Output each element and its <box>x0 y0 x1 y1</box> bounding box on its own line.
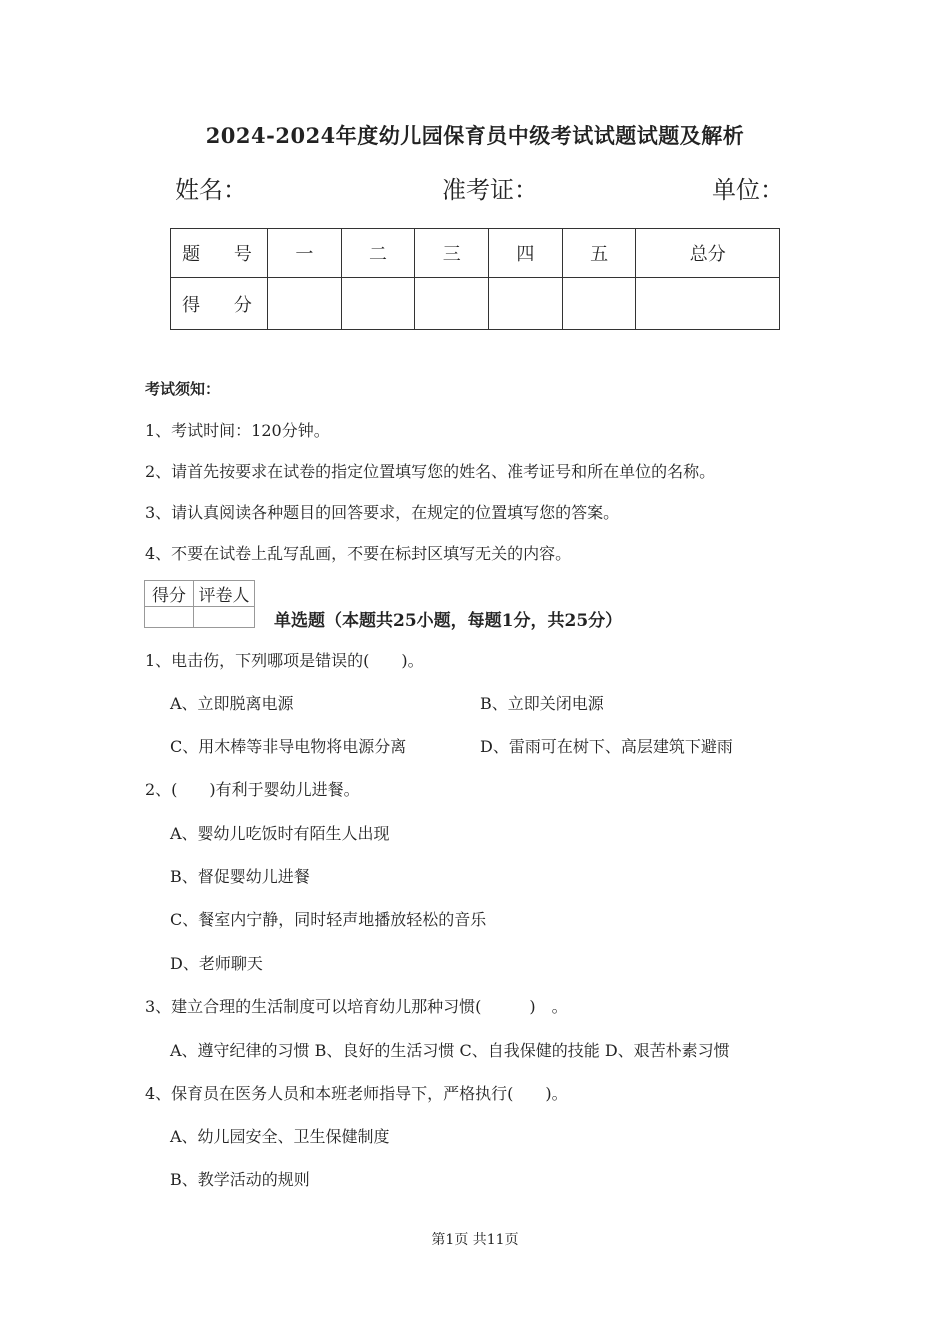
score-table-header-row <box>171 229 780 278</box>
question-option: A、婴幼儿吃饭时有陌生人出现 <box>170 824 390 843</box>
question-stem: 2、( )有利于婴幼儿进餐。 <box>145 780 360 799</box>
section-title: 单选题（本题共25小题，每题1分，共25分） <box>274 611 623 631</box>
grader-name-cell <box>194 607 255 628</box>
score-table-col-5: 五 <box>562 229 636 278</box>
question-option: A、遵守纪律的习惯 B、良好的生活习惯 C、自我保健的技能 D、艰苦朴素习惯 <box>170 1041 730 1060</box>
score-cell <box>562 278 636 330</box>
unit-label: 单位： <box>712 176 784 204</box>
score-cell <box>268 278 342 330</box>
score-table-col-4: 四 <box>489 229 563 278</box>
question-stem: 3、建立合理的生活制度可以培育幼儿那种习惯( ) 。 <box>145 997 568 1016</box>
question-option: C、用木棒等非导电物将电源分离 <box>170 737 407 756</box>
score-table-col-1: 一 <box>268 229 342 278</box>
question-option: D、老师聊天 <box>170 954 263 973</box>
score-cell <box>489 278 563 330</box>
score-table-col-3: 三 <box>415 229 489 278</box>
score-table-col-total: 总分 <box>636 229 780 278</box>
score-table-score-row <box>171 278 780 330</box>
grader-score-label: 得分 <box>145 581 194 607</box>
exam-number-label: 准考证： <box>442 176 538 204</box>
score-table-col-2: 二 <box>341 229 415 278</box>
question-option: B、教学活动的规则 <box>170 1170 310 1189</box>
notice-item: 3、请认真阅读各种题目的回答要求，在规定的位置填写您的答案。 <box>145 503 620 522</box>
score-cell <box>341 278 415 330</box>
question-option: A、立即脱离电源 <box>170 694 294 713</box>
score-table-row-label: 得 分 <box>171 278 268 330</box>
notice-item: 2、请首先按要求在试卷的指定位置填写您的姓名、准考证号和所在单位的名称。 <box>145 462 716 481</box>
score-table <box>170 228 780 330</box>
question-option: B、督促婴幼儿进餐 <box>170 867 310 886</box>
page-footer: 第1页 共11页 <box>431 1232 519 1248</box>
question-option: D、雷雨可在树下、高层建筑下避雨 <box>480 737 733 756</box>
notice-title: 考试须知： <box>145 380 221 398</box>
question-option: B、立即关闭电源 <box>480 694 604 713</box>
question-stem: 1、电击伤，下列哪项是错误的( )。 <box>145 651 424 670</box>
grader-box <box>144 580 255 628</box>
score-table-header-label: 题 号 <box>171 229 268 278</box>
question-stem: 4、保育员在医务人员和本班老师指导下，严格执行( )。 <box>145 1084 568 1103</box>
grader-name-label: 评卷人 <box>194 581 255 607</box>
notice-item: 4、不要在试卷上乱写乱画，不要在标封区填写无关的内容。 <box>145 544 572 563</box>
document-title: 2024-2024年度幼儿园保育员中级考试试题试题及解析 <box>205 123 745 148</box>
grader-score-cell <box>145 607 194 628</box>
question-option: C、餐室内宁静，同时轻声地播放轻松的音乐 <box>170 910 487 929</box>
notice-item: 1、考试时间：120分钟。 <box>145 421 330 440</box>
question-option: A、幼儿园安全、卫生保健制度 <box>170 1127 390 1146</box>
name-label: 姓名： <box>175 176 247 204</box>
score-cell <box>415 278 489 330</box>
score-cell <box>636 278 780 330</box>
